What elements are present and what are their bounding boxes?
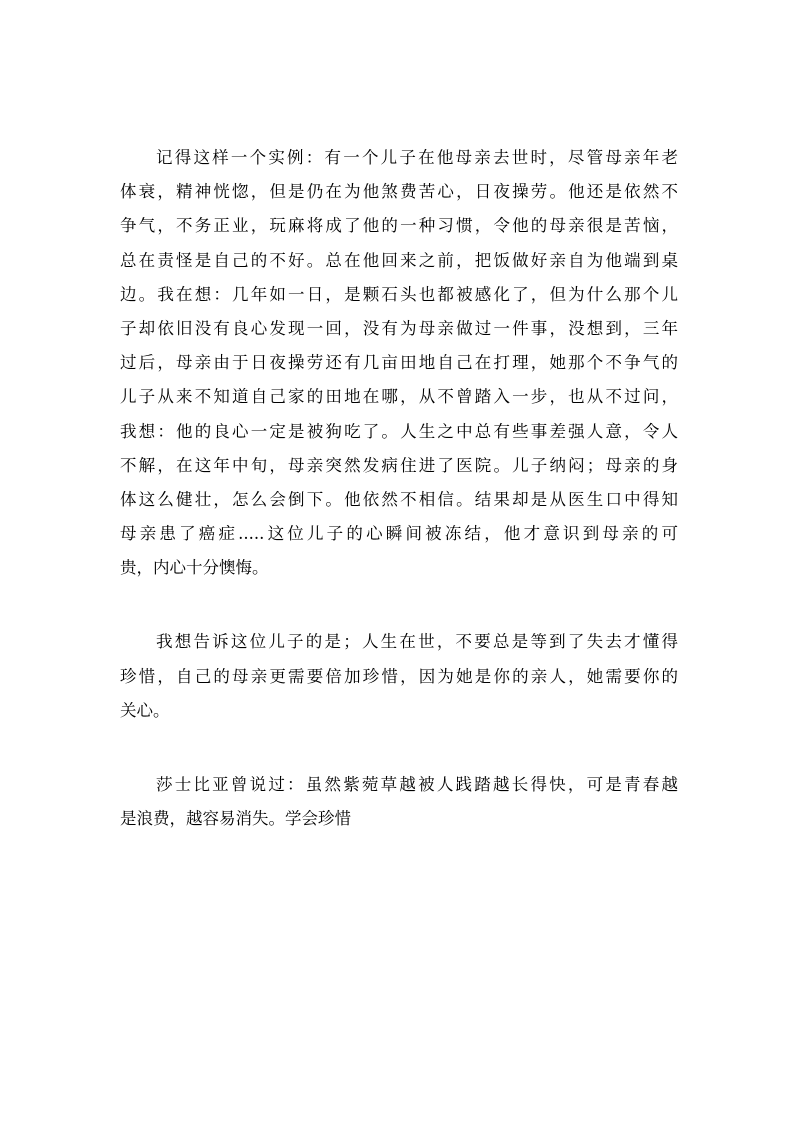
text-line: 体这么健壮，怎么会倒下。他依然不相信。结果却是从医生口中得知 (120, 489, 678, 509)
text-line: 过后，母亲由于日夜操劳还有几亩田地自己在打理，她那个不争气的 (120, 353, 678, 373)
text-line: 是浪费，越容易消失。学会珍惜 (120, 809, 351, 829)
text-line: 总在责怪是自己的不好。总在他回来之前，把饭做好亲自为他端到桌 (120, 250, 678, 270)
text-line: 体衰，精神恍惚，但是仍在为他煞费苦心，日夜操劳。他还是依然不 (120, 182, 678, 202)
text-line: 不解，在这年中旬，母亲突然发病住进了医院。儿子纳闷；母亲的身 (120, 455, 678, 475)
text-line: 莎士比亚曾说过：虽然紫菀草越被人践踏越长得快，可是青春越 (156, 775, 678, 794)
text-line: 边。我在想：几年如一日，是颗石头也都被感化了，但为什么那个儿 (120, 284, 678, 304)
text-line: 争气，不务正业，玩麻将成了他的一种习惯，令他的母亲很是苦恼， (120, 216, 678, 236)
paragraph-2 (120, 625, 678, 728)
paragraph-1 (120, 141, 678, 585)
text-line: 珍惜，自己的母亲更需要倍加珍惜，因为她是你的亲人，她需要你的 (120, 666, 678, 686)
text-line: 我想告诉这位儿子的是；人生在世，不要总是等到了失去才懂得 (156, 632, 678, 652)
text-line: 记得这样一个实例：有一个儿子在他母亲去世时，尽管母亲年老 (156, 148, 678, 167)
text-line: 关心。 (120, 700, 170, 720)
text-line: 子却依旧没有良心发现一回，没有为母亲做过一件事，没想到，三年 (120, 318, 678, 338)
paragraph-3 (120, 768, 678, 836)
text-line: 儿子从来不知道自己家的田地在哪，从不曾踏入一步，也从不过问， (120, 387, 678, 407)
paragraph-gap (120, 728, 678, 768)
text-line: 母亲患了癌症.....这位儿子的心瞬间被冻结，他才意识到母亲的可 (120, 524, 678, 544)
text-line: 我想：他的良心一定是被狗吃了。人生之中总有些事差强人意，令人 (120, 421, 678, 441)
document-body (120, 141, 678, 836)
text-line: 贵，内心十分懊悔。 (120, 558, 269, 578)
paragraph-gap (120, 585, 678, 625)
